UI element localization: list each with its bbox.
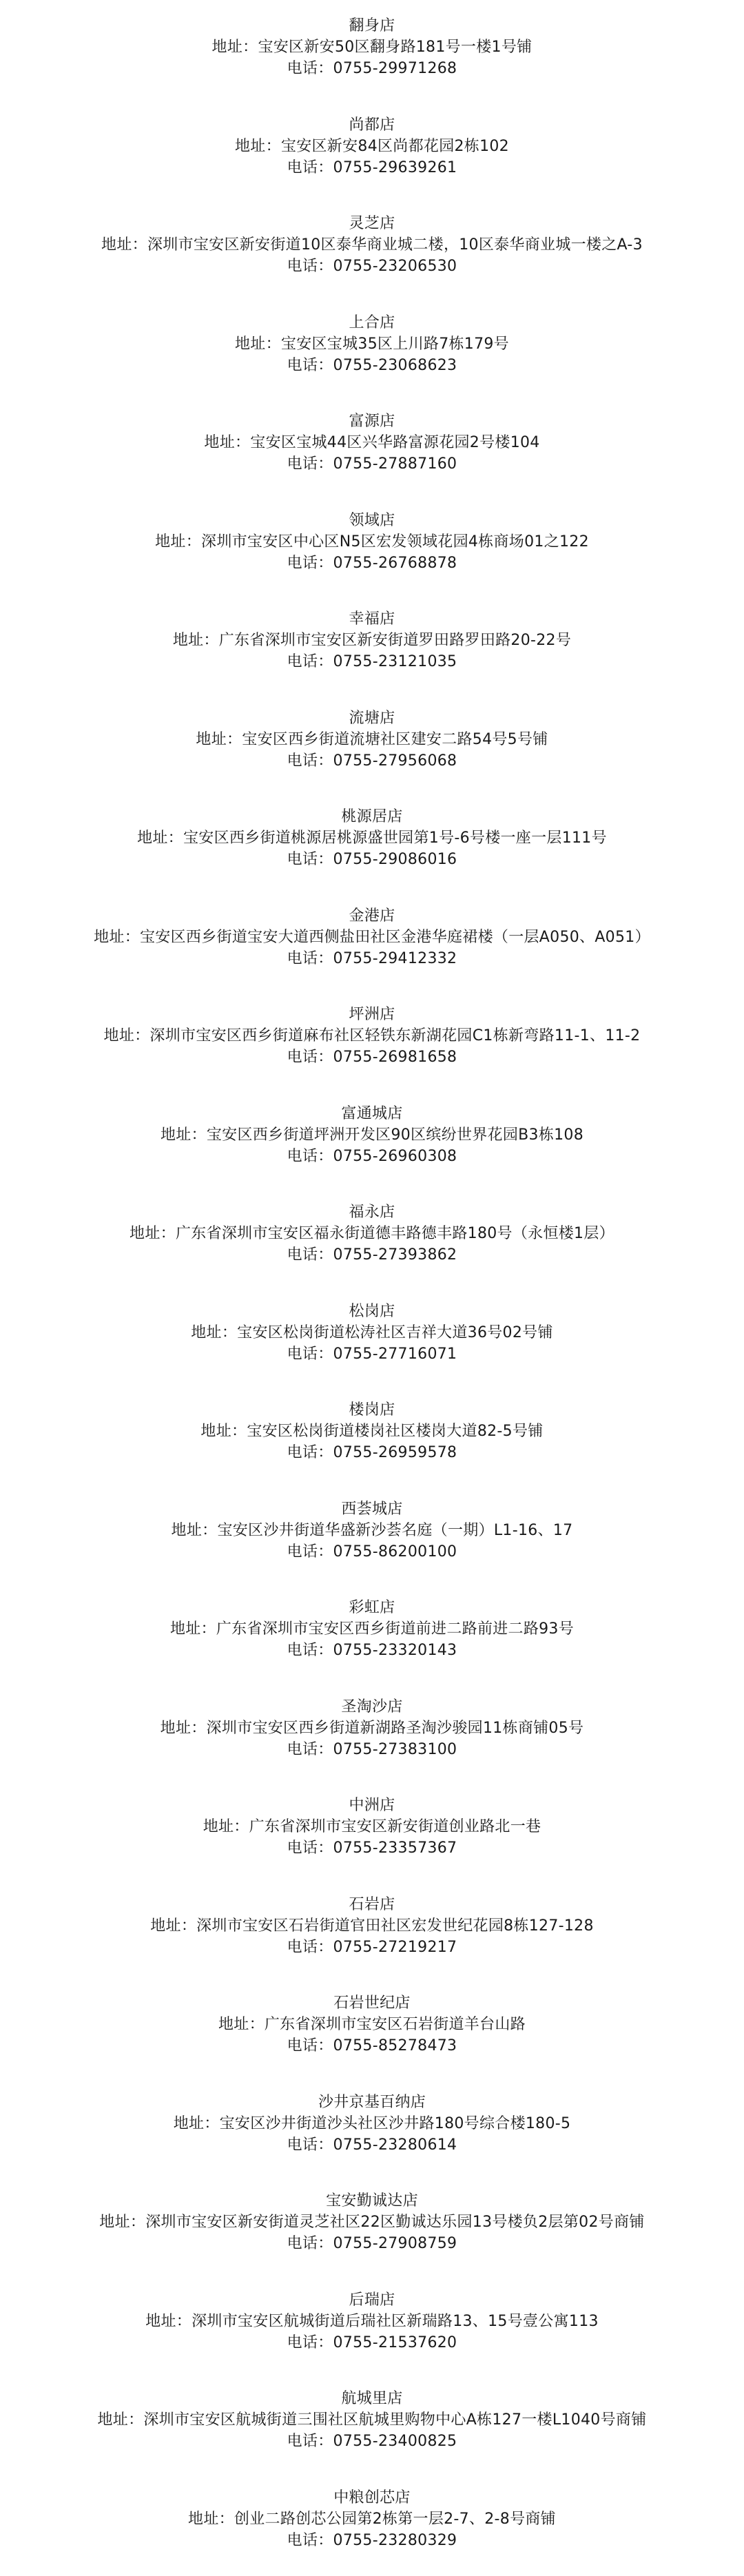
store-address: 地址：宝安区西乡街道流塘社区建安二路54号5号铺 (0, 729, 744, 750)
store-name: 富源店 (0, 411, 744, 432)
store-entry (0, 994, 744, 1093)
store-address: 地址：深圳市宝安区石岩街道官田社区宏发世纪花园8栋127-128 (0, 1915, 744, 1937)
store-entry (0, 1587, 744, 1687)
store-name: 流塘店 (0, 708, 744, 729)
store-phone: 电话：0755-27383100 (0, 1739, 744, 1760)
store-entry (0, 6, 744, 105)
store-entry (0, 203, 744, 302)
store-phone: 电话：0755-85278473 (0, 2035, 744, 2057)
store-entry (0, 1983, 744, 2082)
store-address: 地址：宝安区沙井街道沙头社区沙井路180号综合楼180-5 (0, 2113, 744, 2134)
store-name: 富通城店 (0, 1103, 744, 1124)
store-name: 翻身店 (0, 15, 744, 37)
store-entry (0, 1884, 744, 1983)
store-address: 地址：深圳市宝安区中心区N5区宏发领域花园4栋商场01之122 (0, 531, 744, 553)
store-address: 地址：宝安区西乡街道坪洲开发区90区缤纷世界花园B3栋108 (0, 1124, 744, 1146)
store-name: 航城里店 (0, 2388, 744, 2409)
store-entry (0, 1192, 744, 1291)
store-name: 楼岗店 (0, 1399, 744, 1421)
store-name: 坪洲店 (0, 1004, 744, 1025)
store-entry (0, 1093, 744, 1193)
store-address: 地址：宝安区松岗街道楼岗社区楼岗大道82-5号铺 (0, 1421, 744, 1442)
store-phone: 电话：0755-23320143 (0, 1640, 744, 1661)
store-phone: 电话：0755-23280614 (0, 2134, 744, 2156)
store-phone: 电话：0755-23400825 (0, 2431, 744, 2452)
store-phone: 电话：0755-23206530 (0, 256, 744, 277)
store-name: 领域店 (0, 510, 744, 531)
store-address: 地址：宝安区沙井街道华盛新沙荟名庭（一期）L1-16、17 (0, 1520, 744, 1541)
store-phone: 电话：0755-27393862 (0, 1244, 744, 1266)
store-name: 圣淘沙店 (0, 1696, 744, 1718)
store-entry (0, 2181, 744, 2280)
store-phone: 电话：0755-23280329 (0, 2530, 744, 2551)
store-name: 石岩世纪店 (0, 1992, 744, 2014)
store-address: 地址：宝安区新安50区翻身路181号一楼1号铺 (0, 37, 744, 58)
store-phone: 电话：0755-27956068 (0, 750, 744, 772)
store-phone: 电话：0755-27219217 (0, 1937, 744, 1958)
store-entry (0, 401, 744, 500)
store-name: 尚都店 (0, 114, 744, 136)
store-entry (0, 1687, 744, 1786)
store-entry (0, 1390, 744, 1489)
store-phone: 电话：0755-23357367 (0, 1837, 744, 1859)
store-entry (0, 105, 744, 204)
store-address: 地址：广东省深圳市宝安区新安街道创业路北一巷 (0, 1816, 744, 1837)
store-phone: 电话：0755-21537620 (0, 2332, 744, 2353)
store-address: 地址：深圳市宝安区航城街道后瑞社区新瑞路13、15号壹公寓113 (0, 2311, 744, 2332)
store-entry (0, 2378, 744, 2477)
store-phone: 电话：0755-27716071 (0, 1343, 744, 1365)
store-name: 西荟城店 (0, 1498, 744, 1520)
store-name: 石岩店 (0, 1894, 744, 1915)
store-entry (0, 500, 744, 599)
store-address: 地址：宝安区新安84区尚都花园2栋102 (0, 136, 744, 157)
store-address: 地址：深圳市宝安区西乡街道麻布社区轻铁东新湖花园C1栋新弯路11-1、11-2 (0, 1025, 744, 1047)
store-name: 彩虹店 (0, 1597, 744, 1618)
store-address: 地址：深圳市宝安区西乡街道新湖路圣淘沙骏园11栋商铺05号 (0, 1718, 744, 1739)
store-phone: 电话：0755-27908759 (0, 2233, 744, 2254)
store-name: 中粮创芯店 (0, 2487, 744, 2508)
store-name: 中洲店 (0, 1795, 744, 1816)
store-name: 沙井京基百纳店 (0, 2092, 744, 2113)
store-address: 地址：广东省深圳市宝安区石岩街道羊台山路 (0, 2014, 744, 2035)
store-address: 地址：宝安区松岗街道松涛社区吉祥大道36号02号铺 (0, 1322, 744, 1343)
store-name: 后瑞店 (0, 2289, 744, 2311)
store-entry (0, 302, 744, 402)
store-phone: 电话：0755-23068623 (0, 355, 744, 376)
store-address: 地址：宝安区西乡街道桃源居桃源盛世园第1号-6号楼一座一层111号 (0, 827, 744, 849)
store-address: 地址：创业二路创芯公园第2栋第一层2-7、2-8号商铺 (0, 2508, 744, 2530)
store-phone: 电话：0755-29412332 (0, 948, 744, 969)
store-address: 地址：宝安区宝城35区上川路7栋179号 (0, 333, 744, 355)
store-entry (0, 1489, 744, 1588)
store-address: 地址：广东省深圳市宝安区新安街道罗田路罗田路20-22号 (0, 630, 744, 651)
store-name: 灵芝店 (0, 213, 744, 234)
store-phone: 电话：0755-26768878 (0, 553, 744, 574)
store-address: 地址：广东省深圳市宝安区福永街道德丰路德丰路180号（永恒楼1层） (0, 1223, 744, 1244)
store-name: 幸福店 (0, 608, 744, 630)
store-name: 宝安勤诚达店 (0, 2190, 744, 2212)
store-entry (0, 2082, 744, 2181)
store-address: 地址：深圳市宝安区新安街道10区泰华商业城二楼，10区泰华商业城一楼之A-3 (0, 234, 744, 256)
store-phone: 电话：0755-29639261 (0, 157, 744, 178)
store-entry (0, 2477, 744, 2576)
store-phone: 电话：0755-26959578 (0, 1442, 744, 1463)
store-phone: 电话：0755-26960308 (0, 1146, 744, 1167)
store-phone: 电话：0755-29086016 (0, 849, 744, 870)
store-entry (0, 599, 744, 698)
store-entry (0, 2280, 744, 2379)
store-name: 松岗店 (0, 1301, 744, 1322)
store-name: 金港店 (0, 905, 744, 927)
store-address: 地址：宝安区宝城44区兴华路富源花园2号楼104 (0, 432, 744, 453)
store-address: 地址：深圳市宝安区新安街道灵芝社区22区勤诚达乐园13号楼负2层第02号商铺 (0, 2212, 744, 2233)
store-entry (0, 698, 744, 797)
store-phone: 电话：0755-23121035 (0, 651, 744, 672)
store-phone: 电话：0755-86200100 (0, 1541, 744, 1563)
store-entry (0, 896, 744, 995)
store-name: 上合店 (0, 312, 744, 333)
store-name: 桃源居店 (0, 806, 744, 827)
store-phone: 电话：0755-26981658 (0, 1047, 744, 1068)
store-address: 地址：宝安区西乡街道宝安大道西侧盐田社区金港华庭裙楼（一层A050、A051） (0, 927, 744, 948)
store-phone: 电话：0755-27887160 (0, 453, 744, 475)
store-phone: 电话：0755-29971268 (0, 58, 744, 79)
store-entry (0, 796, 744, 896)
store-entry (0, 1291, 744, 1390)
store-address: 地址：广东省深圳市宝安区西乡街道前进二路前进二路93号 (0, 1618, 744, 1640)
store-entry (0, 1785, 744, 1884)
store-name: 福永店 (0, 1202, 744, 1223)
store-address: 地址：深圳市宝安区航城街道三围社区航城里购物中心A栋127一楼L1040号商铺 (0, 2409, 744, 2431)
